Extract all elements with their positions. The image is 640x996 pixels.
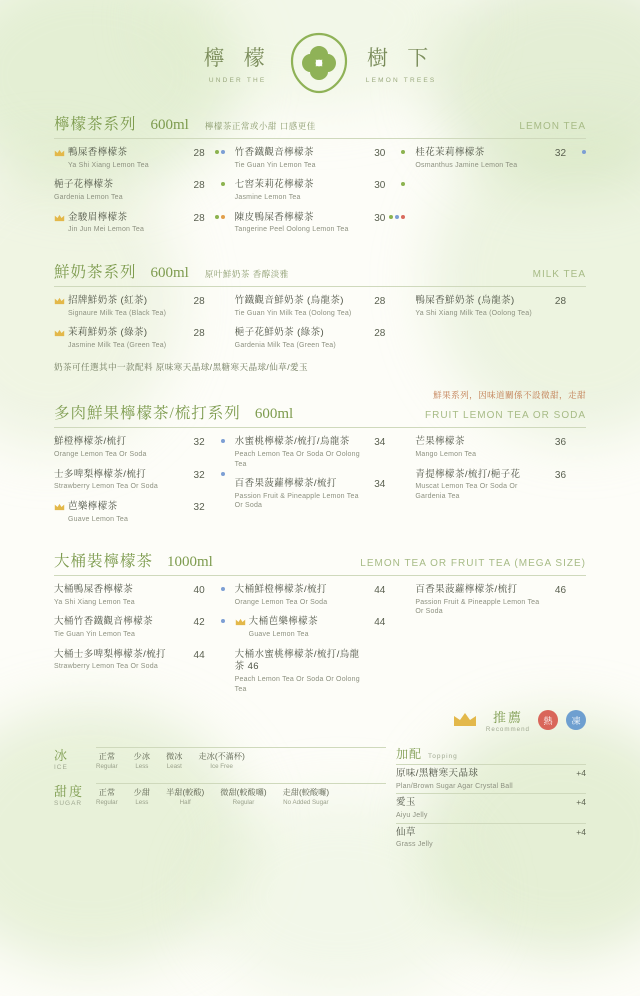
menu-item[interactable] <box>415 584 586 617</box>
menu-column <box>235 436 416 533</box>
crown-icon <box>54 501 65 511</box>
crown-icon <box>452 711 478 729</box>
menu-item-text <box>54 436 181 459</box>
menu-item-text <box>415 584 542 617</box>
dot-orange <box>221 215 225 219</box>
dot-blue <box>221 619 225 623</box>
menu-item-text <box>415 295 542 318</box>
menu-item-price: 28 <box>193 212 205 224</box>
dot-markers <box>389 147 405 154</box>
dot-markers <box>389 478 405 481</box>
option-label-en: ICE <box>54 764 68 771</box>
section-header <box>54 112 586 139</box>
menu-section <box>0 260 640 374</box>
dot-markers <box>570 295 586 298</box>
menu-item-price: 28 <box>193 295 205 307</box>
option-choice-ch: 正常 <box>98 787 116 797</box>
option-choice-en: Regular <box>96 762 118 770</box>
menu-item-text <box>54 469 181 492</box>
option-choice-en: Regular <box>232 798 255 806</box>
menu-item-text <box>68 212 181 235</box>
section-title: 多肉鮮果檸檬茶/梳打系列 <box>54 405 241 423</box>
menu-item[interactable] <box>415 436 586 459</box>
menu-section <box>0 389 640 533</box>
topping-item-text <box>396 827 576 850</box>
menu-section <box>0 112 640 244</box>
brand-right-ch: 樹 下 <box>367 46 436 70</box>
dot-markers <box>389 179 405 186</box>
menu-item-text <box>235 327 362 350</box>
option-label <box>54 745 96 771</box>
dot-markers <box>209 147 225 154</box>
menu-item-name: 七窖茉莉花檸檬茶 <box>234 179 314 191</box>
menu-item-text <box>235 295 362 318</box>
topping-item-name: 原味/黑糖寒天晶球 <box>396 768 479 779</box>
brand-right-en: LEMON TREES <box>365 77 437 84</box>
menu-item-name-en: Gardenia Lemon Tea <box>54 194 123 202</box>
menu-column <box>415 295 586 360</box>
section-grid <box>54 436 586 533</box>
dot-blue <box>582 150 586 154</box>
dot-markers <box>209 584 225 591</box>
menu-item-name-en: Osmanthus Jamine Lemon Tea <box>415 161 518 169</box>
options-block <box>0 739 640 850</box>
menu-column <box>54 147 235 244</box>
menu-item-name: 大桶鮮橙檸檬茶/梳打 <box>234 584 327 595</box>
section-note: 檸檬茶正常或小甜 口感更佳 <box>204 121 316 131</box>
menu-item[interactable] <box>54 327 225 350</box>
menu-item-name-en: Peach Lemon Tea Or Soda Or Oolong Tea <box>234 451 360 468</box>
option-choice-ch: 微冰 <box>166 751 183 761</box>
dot-markers <box>389 584 405 587</box>
option-choice-ch: 少甜 <box>133 787 151 797</box>
topping-item-name-en: Aiyu Jelly <box>396 812 428 820</box>
option-label-ch: 冰 <box>54 748 70 763</box>
menu-item-name: 茉莉鮮奶茶 (綠茶) <box>68 327 148 338</box>
dot-green <box>401 182 405 186</box>
option-choice-en: Least <box>166 762 182 770</box>
menu-item-name-en: Guave Lemon Tea <box>248 631 309 639</box>
menu-item[interactable] <box>235 327 406 350</box>
dot-markers <box>389 649 405 652</box>
lemon-tree-logo-icon <box>286 30 352 96</box>
menu-item-name-en: Jasmine Lemon Tea <box>234 194 301 202</box>
menu-item-price: 32 <box>193 437 205 449</box>
topping-item-price: +4 <box>576 826 586 837</box>
menu-item[interactable] <box>235 436 406 469</box>
recommend-label: 推薦 <box>492 710 523 725</box>
option-label-ch: 甜度 <box>54 784 85 799</box>
option-choice-ch: 走冰(不滿杯) <box>198 751 245 761</box>
menu-item-name: 大桶芭樂檸檬茶 <box>248 616 318 628</box>
crown-icon <box>235 616 246 626</box>
dot-green <box>215 150 219 154</box>
menu-item-name-en: Strawberry Lemon Tea Or Soda <box>54 483 158 491</box>
option-choice[interactable] <box>220 787 266 806</box>
dot-blue <box>395 215 399 219</box>
section-title: 檸檬茶系列 <box>54 116 137 133</box>
menu-item-text <box>54 179 181 202</box>
section-footnote: 奶茶可任選其中一款配料 原味寒天晶球/黑糖寒天晶球/仙草/愛玉 <box>54 362 308 373</box>
option-label <box>54 781 96 807</box>
menu-item[interactable] <box>54 469 225 492</box>
menu-item-name-en: Orange Lemon Tea Or Soda <box>54 451 147 459</box>
option-choices <box>96 747 386 770</box>
menu-item-text <box>235 649 362 695</box>
menu-item-text <box>249 616 362 639</box>
menu-column <box>54 295 235 360</box>
option-choice[interactable] <box>96 787 118 806</box>
menu-item-text <box>415 469 542 502</box>
topping-item-text <box>396 797 576 820</box>
menu-item-name: 芭樂檸檬茶 <box>68 500 118 512</box>
brand-left-en: UNDER THE <box>208 77 267 84</box>
option-choices <box>96 783 386 806</box>
section-topnote: 鮮果系列，因味道關係不設微甜，走甜 <box>433 390 586 401</box>
section-title-en: LEMON TEA OR FRUIT TEA (MEGA SIZE) <box>360 558 586 569</box>
menu-item[interactable] <box>54 501 225 524</box>
menu-item-name-en: Strawberry Lemon Tea Or Soda <box>54 663 158 671</box>
menu-column <box>235 147 416 244</box>
menu-item-text <box>235 436 362 469</box>
section-header <box>54 260 586 287</box>
menu-item-name: 鮮橙檸檬茶/梳打 <box>54 436 127 448</box>
option-label-en: SUGAR <box>54 800 83 807</box>
menu-item[interactable] <box>415 147 586 170</box>
menu-item-name: 金駿眉檸檬茶 <box>68 211 128 223</box>
section-header <box>54 401 586 428</box>
menu-item-name-en: Signaure Milk Tea (Black Tea) <box>68 309 167 317</box>
topping-item[interactable] <box>396 823 586 850</box>
menu-item-price: 32 <box>193 501 205 513</box>
menu-item-name-en: Jasmine Milk Tea (Green Tea) <box>68 341 167 349</box>
menu-item[interactable] <box>235 147 406 170</box>
menu-item-name-en: Ya Shi Xiang Lemon Tea <box>68 161 149 169</box>
option-choice[interactable] <box>166 787 204 806</box>
section-volume: 1000ml <box>167 554 213 570</box>
menu-item-name-en: Gardenia Milk Tea (Green Tea) <box>234 341 336 349</box>
menu-item-text <box>68 501 181 524</box>
menu-item-name: 梔子花鮮奶茶 (綠茶) <box>234 327 325 338</box>
menu-item-name: 芒果檸檬茶 <box>415 436 465 448</box>
menu-item-text <box>235 212 362 235</box>
option-choice-en: Less <box>135 798 149 806</box>
menu-item[interactable] <box>54 147 225 170</box>
topping-label: 加配 <box>396 747 423 761</box>
menu-item-name-en: Passion Fruit & Pineapple Lemon Tea Or Soda <box>234 492 359 510</box>
dot-markers <box>570 584 586 587</box>
ice-sugar-options <box>54 745 386 850</box>
menu-item-price: 36 <box>554 469 567 481</box>
menu-item-text <box>235 147 362 170</box>
dot-markers <box>209 327 225 330</box>
menu-item-price: 28 <box>374 328 386 339</box>
menu-item-price: 34 <box>374 478 386 490</box>
section-grid <box>54 584 586 703</box>
option-choice[interactable] <box>96 751 118 770</box>
dot-blue <box>221 587 225 591</box>
topping-item[interactable] <box>396 793 586 820</box>
menu-item-price: 32 <box>554 148 567 159</box>
menu-item-price: 42 <box>193 617 205 629</box>
dot-red <box>401 215 405 219</box>
topping-item-price: +4 <box>576 768 586 778</box>
menu-item-price <box>365 649 385 650</box>
section-volume: 600ml <box>150 264 189 281</box>
dot-markers <box>209 501 225 504</box>
option-choice[interactable] <box>198 751 244 770</box>
menu-item-price: 32 <box>193 469 205 481</box>
menu-item-price: 30 <box>374 148 386 159</box>
menu-item-price: 46 <box>554 585 567 596</box>
menu-item[interactable] <box>235 478 406 511</box>
menu-item-name-en: Peach Lemon Tea Or Soda Or Oolong Tea <box>234 676 360 693</box>
menu-item-price: 34 <box>374 437 386 449</box>
dot-green <box>215 215 219 219</box>
menu-item-price: 30 <box>374 212 386 224</box>
topping-item-name: 愛玉 <box>396 797 416 809</box>
hot-badge: 熱 <box>538 710 558 730</box>
brand-left-ch: 檸 檬 <box>203 46 272 70</box>
dot-markers <box>389 616 405 619</box>
menu-item-name-en: Tie Guan Yin Lemon Tea <box>54 631 136 639</box>
menu-item-name-en: Ya Shi Xiang Lemon Tea <box>54 598 135 606</box>
menu-item[interactable] <box>235 295 406 318</box>
menu-item-text <box>68 327 181 350</box>
topping-header <box>396 745 586 762</box>
menu-item-name: 招牌鮮奶茶 (紅茶) <box>68 294 148 306</box>
menu-item[interactable] <box>54 584 225 607</box>
menu-item-name-en: Tie Guan Yin Lemon Tea <box>234 161 316 169</box>
option-row <box>54 745 386 771</box>
crown-icon <box>54 327 65 337</box>
menu-item-name-en: Orange Lemon Tea Or Soda <box>234 598 328 606</box>
menu-item-price: 40 <box>193 585 205 596</box>
dot-markers <box>209 649 225 652</box>
option-choice-ch: 正常 <box>98 751 116 761</box>
option-choice-en: Regular <box>96 798 118 806</box>
recommend-text <box>486 707 530 733</box>
menu-item[interactable] <box>54 616 225 639</box>
menu-item-name: 百香果菠蘿檸檬茶/梳打 <box>415 584 518 595</box>
option-choice[interactable] <box>283 787 329 806</box>
section-title: 大桶裝檸檬茶 <box>54 553 154 570</box>
option-choice[interactable] <box>134 751 150 770</box>
menu-item-name-en: Mango Lemon Tea <box>415 451 477 459</box>
brand-right <box>366 42 437 84</box>
option-row <box>54 781 386 807</box>
menu-section <box>0 549 640 703</box>
menu-item[interactable] <box>415 295 586 318</box>
topping-item-name-en: Grass Jelly <box>396 841 433 849</box>
section-grid <box>54 147 586 244</box>
dot-markers <box>209 436 225 443</box>
recommend-block <box>0 707 640 733</box>
menu-item-name-en: Passion Fruit & Pineapple Lemon Tea Or Soda <box>415 598 540 616</box>
menu-item-name-en: Tangerine Peel Oolong Lemon Tea <box>234 226 349 234</box>
option-choice-ch: 半甜(較酸) <box>166 787 205 797</box>
menu-item-price: 44 <box>193 649 205 661</box>
topping-item-text <box>396 768 576 791</box>
dot-markers <box>389 212 405 219</box>
dot-blue <box>221 472 225 476</box>
menu-column <box>415 436 586 533</box>
section-title-en: MILK TEA <box>532 268 586 280</box>
crown-icon <box>54 147 65 157</box>
menu-item-text <box>54 649 181 672</box>
dot-green <box>401 150 405 154</box>
menu-item-name: 鴨屎香檸檬茶 <box>68 147 128 158</box>
topping-item-name-en: Plan/Brown Sugar Agar Crystal Ball <box>396 782 513 790</box>
dot-markers <box>570 436 586 439</box>
dot-markers <box>209 179 225 186</box>
option-choice-en: No Added Sugar <box>283 798 329 806</box>
menu-item[interactable] <box>54 436 225 459</box>
menu-item-name-en: Muscat Lemon Tea Or Soda Or Gardenia Tea <box>415 483 518 500</box>
brand-left <box>204 42 272 84</box>
menu-item-name: 竹香鐵觀音檸檬茶 <box>234 147 314 158</box>
menu-item-price: 30 <box>374 180 386 192</box>
menu-item-name-en: Tie Guan Yin Milk Tea (Oolong Tea) <box>234 309 352 317</box>
menu-item-price: 28 <box>193 328 205 339</box>
menu-item[interactable] <box>235 212 406 235</box>
menu-item-name-en: Guave Lemon Tea <box>68 515 129 523</box>
menu-column <box>54 584 235 703</box>
menu-item-name: 竹鐵觀音鮮奶茶 (烏龍茶) <box>234 294 344 306</box>
menu-item-name: 青提檸檬茶/梳打/梔子花 <box>415 468 521 480</box>
section-title-en: LEMON TEA <box>519 121 586 132</box>
dot-green <box>221 182 225 186</box>
menu-item-name: 大桶水蜜桃檸檬茶/梳打/烏龍茶 46 <box>234 648 360 673</box>
menu-item-name: 大桶士多啤梨檸檬茶/梳打 <box>54 648 166 660</box>
menu-item-text <box>235 584 362 607</box>
section-title-en: FRUIT LEMON TEA OR SODA <box>425 410 586 422</box>
menu-column <box>415 584 586 703</box>
menu-item-price: 28 <box>374 295 386 307</box>
option-choice-ch: 少冰 <box>133 751 151 761</box>
menu-item-name: 百香果菠蘿檸檬茶/梳打 <box>234 477 337 489</box>
menu-item[interactable] <box>54 295 225 318</box>
section-title: 鮮奶茶系列 <box>54 263 137 281</box>
dot-markers <box>209 212 225 219</box>
menu-item-name: 桂花茉莉檸檬茶 <box>415 147 485 158</box>
menu-column <box>54 436 235 533</box>
dot-markers <box>570 469 586 472</box>
dot-blue <box>221 150 225 154</box>
menu-item-price: 36 <box>554 437 567 449</box>
option-choice-en: Ice Free <box>210 762 233 770</box>
menu-item[interactable] <box>54 649 225 672</box>
recommend-label-en: Recommend <box>485 726 530 733</box>
menu-item-text <box>415 436 542 459</box>
menu-item-name: 鴨屎香鮮奶茶 (烏龍茶) <box>415 294 515 306</box>
dot-markers <box>570 147 586 154</box>
menu-column <box>235 295 416 360</box>
menu-column <box>235 584 416 703</box>
menu-item-text <box>68 295 181 318</box>
menu-item-price: 28 <box>193 148 205 159</box>
section-volume: 600ml <box>150 117 189 133</box>
cold-badge: 凍 <box>566 710 586 730</box>
topping-block <box>386 745 586 850</box>
dot-markers <box>209 295 225 298</box>
topping-item-name: 仙草 <box>396 826 416 838</box>
menu-item-text <box>235 478 362 511</box>
menu-item-text <box>68 147 181 170</box>
menu-item-name: 大桶鴨屎香檸檬茶 <box>54 584 134 595</box>
menu-item[interactable] <box>235 584 406 607</box>
menu-item-price: 44 <box>374 585 386 596</box>
section-grid <box>54 295 586 360</box>
menu-item-price: 28 <box>554 295 567 307</box>
menu-item-price: 44 <box>374 617 386 629</box>
dot-green <box>389 215 393 219</box>
option-choice[interactable] <box>134 787 150 806</box>
dot-blue <box>221 439 225 443</box>
section-volume: 600ml <box>254 406 294 423</box>
dot-markers <box>209 616 225 623</box>
menu-item-name: 陳皮鴨屎香檸檬茶 <box>234 211 314 223</box>
menu-item-text <box>54 584 181 607</box>
menu-item[interactable] <box>235 179 406 202</box>
menu-item[interactable] <box>235 649 406 695</box>
menu-item[interactable] <box>54 212 225 235</box>
menu-column <box>415 147 586 244</box>
option-choice-en: Half <box>179 798 191 806</box>
menu-item-name: 水蜜桃檸檬茶/梳打/烏龍茶 <box>234 436 350 448</box>
section-note: 原叶鮮奶茶 香醇淡雅 <box>204 268 289 279</box>
dot-markers <box>389 436 405 439</box>
menu-item-name: 梔子花檸檬茶 <box>54 179 114 191</box>
topping-item[interactable] <box>396 764 586 791</box>
topping-item-price: +4 <box>576 797 586 808</box>
dot-markers <box>389 327 405 330</box>
menu-item-name-en: Jin Jun Mei Lemon Tea <box>68 226 145 234</box>
dot-markers <box>209 469 225 476</box>
menu-item-name: 大桶竹香鐵觀音檸檬茶 <box>54 616 154 628</box>
option-choice-ch: 走甜(較酸囉) <box>282 787 330 797</box>
menu-item-name-en: Ya Shi Xiang Milk Tea (Oolong Tea) <box>415 309 532 317</box>
option-choice-en: Less <box>135 762 149 770</box>
dot-markers <box>389 295 405 298</box>
menu-item[interactable] <box>415 469 586 502</box>
menu-item-text <box>415 147 542 170</box>
menu-header <box>0 0 640 96</box>
section-header <box>54 549 586 576</box>
menu-item-text <box>54 616 181 639</box>
menu-item-price: 28 <box>193 180 205 192</box>
menu-item[interactable] <box>54 179 225 202</box>
crown-icon <box>54 295 65 305</box>
topping-label-en: Topping <box>428 753 458 760</box>
menu-item[interactable] <box>235 616 406 639</box>
option-choice[interactable] <box>166 751 182 770</box>
menu-item-name: 士多啤梨檸檬茶/梳打 <box>54 468 147 480</box>
crown-icon <box>54 212 65 222</box>
menu-item-text <box>235 179 362 202</box>
option-choice-ch: 微甜(較酸囉) <box>220 787 267 797</box>
